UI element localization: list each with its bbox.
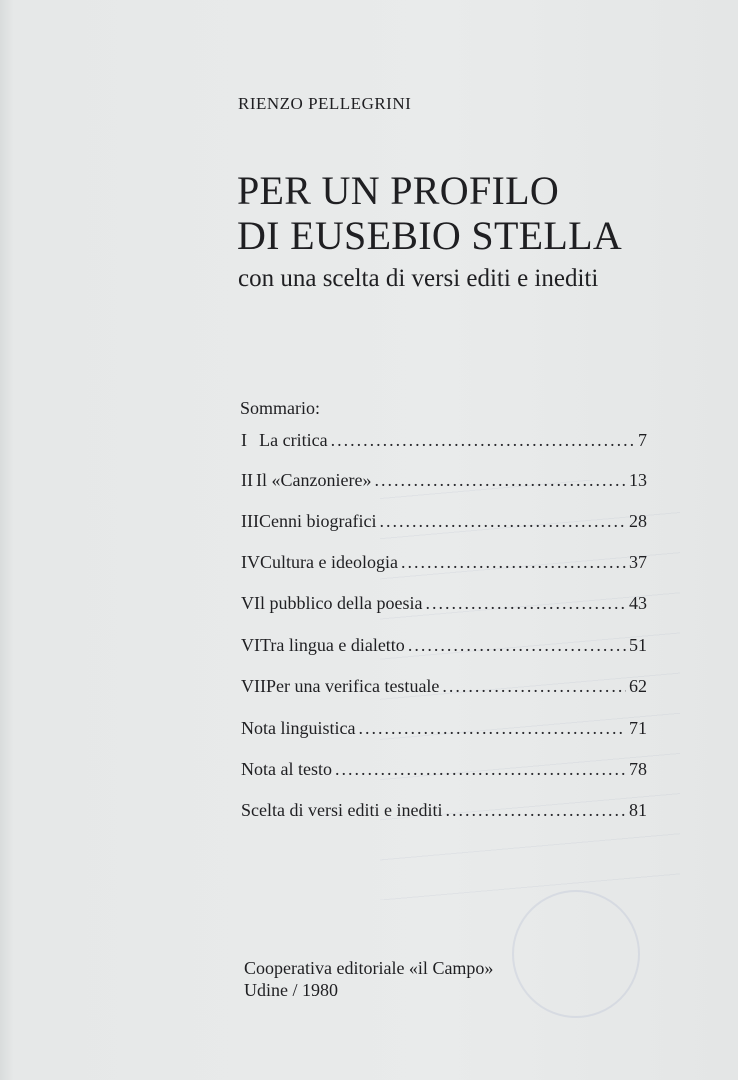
toc-entry-title: Scelta di versi editi e inediti bbox=[241, 800, 443, 820]
toc-leader-dots bbox=[425, 593, 626, 614]
subtitle: con una scelta di versi editi e inediti bbox=[238, 265, 599, 292]
toc-entry-title: Per una verifica testuale bbox=[266, 676, 440, 696]
toc-entry-page: 28 bbox=[629, 511, 647, 531]
toc-entry-page: 78 bbox=[629, 759, 647, 779]
library-stamp bbox=[512, 890, 640, 1018]
toc-leader-dots bbox=[408, 635, 626, 656]
toc-entry-number: V bbox=[241, 593, 254, 613]
toc-entry-title: Cultura e ideologia bbox=[260, 552, 398, 572]
toc-entry bbox=[241, 800, 647, 828]
toc-leader-dots bbox=[335, 759, 626, 780]
toc-leader-dots bbox=[358, 718, 626, 739]
toc-entry-title: Il pubblico della poesia bbox=[254, 593, 423, 613]
title-line-2: DI EUSEBIO STELLA bbox=[237, 213, 623, 258]
toc-entry-page: 13 bbox=[629, 470, 647, 490]
toc-leader-dots bbox=[331, 430, 635, 451]
summary-heading: Sommario: bbox=[240, 398, 320, 418]
toc-leader-dots bbox=[401, 552, 626, 573]
toc-entry-page: 81 bbox=[629, 800, 647, 820]
publication-place-year: Udine / 1980 bbox=[244, 980, 338, 1000]
toc-entry-number: VII bbox=[241, 676, 266, 696]
toc-entry-page: 51 bbox=[629, 635, 647, 655]
toc-leader-dots bbox=[442, 676, 626, 697]
toc-entry bbox=[241, 593, 647, 621]
toc-entry-page: 71 bbox=[629, 718, 647, 738]
toc-entry-title: La critica bbox=[259, 430, 328, 450]
toc-entry-title: Nota al testo bbox=[241, 759, 332, 779]
toc-entry-number: I bbox=[241, 430, 247, 450]
toc-entry-number: III bbox=[241, 511, 259, 531]
toc-entry-number: VI bbox=[241, 635, 260, 655]
toc-entry-page: 43 bbox=[629, 593, 647, 613]
toc-leader-dots bbox=[374, 470, 626, 491]
toc-entry bbox=[241, 635, 647, 663]
toc-entry-page: 37 bbox=[629, 552, 647, 572]
toc-entry-title: Tra lingua e dialetto bbox=[260, 635, 405, 655]
toc-entry bbox=[241, 511, 647, 539]
toc-entry-page: 7 bbox=[638, 430, 647, 450]
toc-entry bbox=[241, 718, 647, 746]
toc-leader-dots bbox=[445, 800, 626, 821]
toc-entry-number: IV bbox=[241, 552, 260, 572]
toc-entry-title: Cenni biografici bbox=[258, 511, 377, 531]
toc-leader-dots bbox=[379, 511, 626, 532]
toc-entry-page: 62 bbox=[629, 676, 647, 696]
toc-entry bbox=[241, 552, 647, 580]
title-line-1: PER UN PROFILO bbox=[237, 168, 560, 213]
toc-entry-number: II bbox=[241, 470, 253, 490]
toc-entry bbox=[241, 430, 647, 458]
toc-entry-title: Nota linguistica bbox=[241, 718, 356, 738]
publisher-name: Cooperativa editoriale «il Campo» bbox=[244, 958, 494, 978]
toc-entry bbox=[241, 759, 647, 787]
toc-entry bbox=[241, 470, 647, 498]
publisher-block bbox=[244, 957, 493, 1001]
author-name: RIENZO PELLEGRINI bbox=[238, 94, 412, 113]
toc-entry-title: Il «Canzoniere» bbox=[256, 470, 372, 490]
toc-entry bbox=[241, 676, 647, 704]
